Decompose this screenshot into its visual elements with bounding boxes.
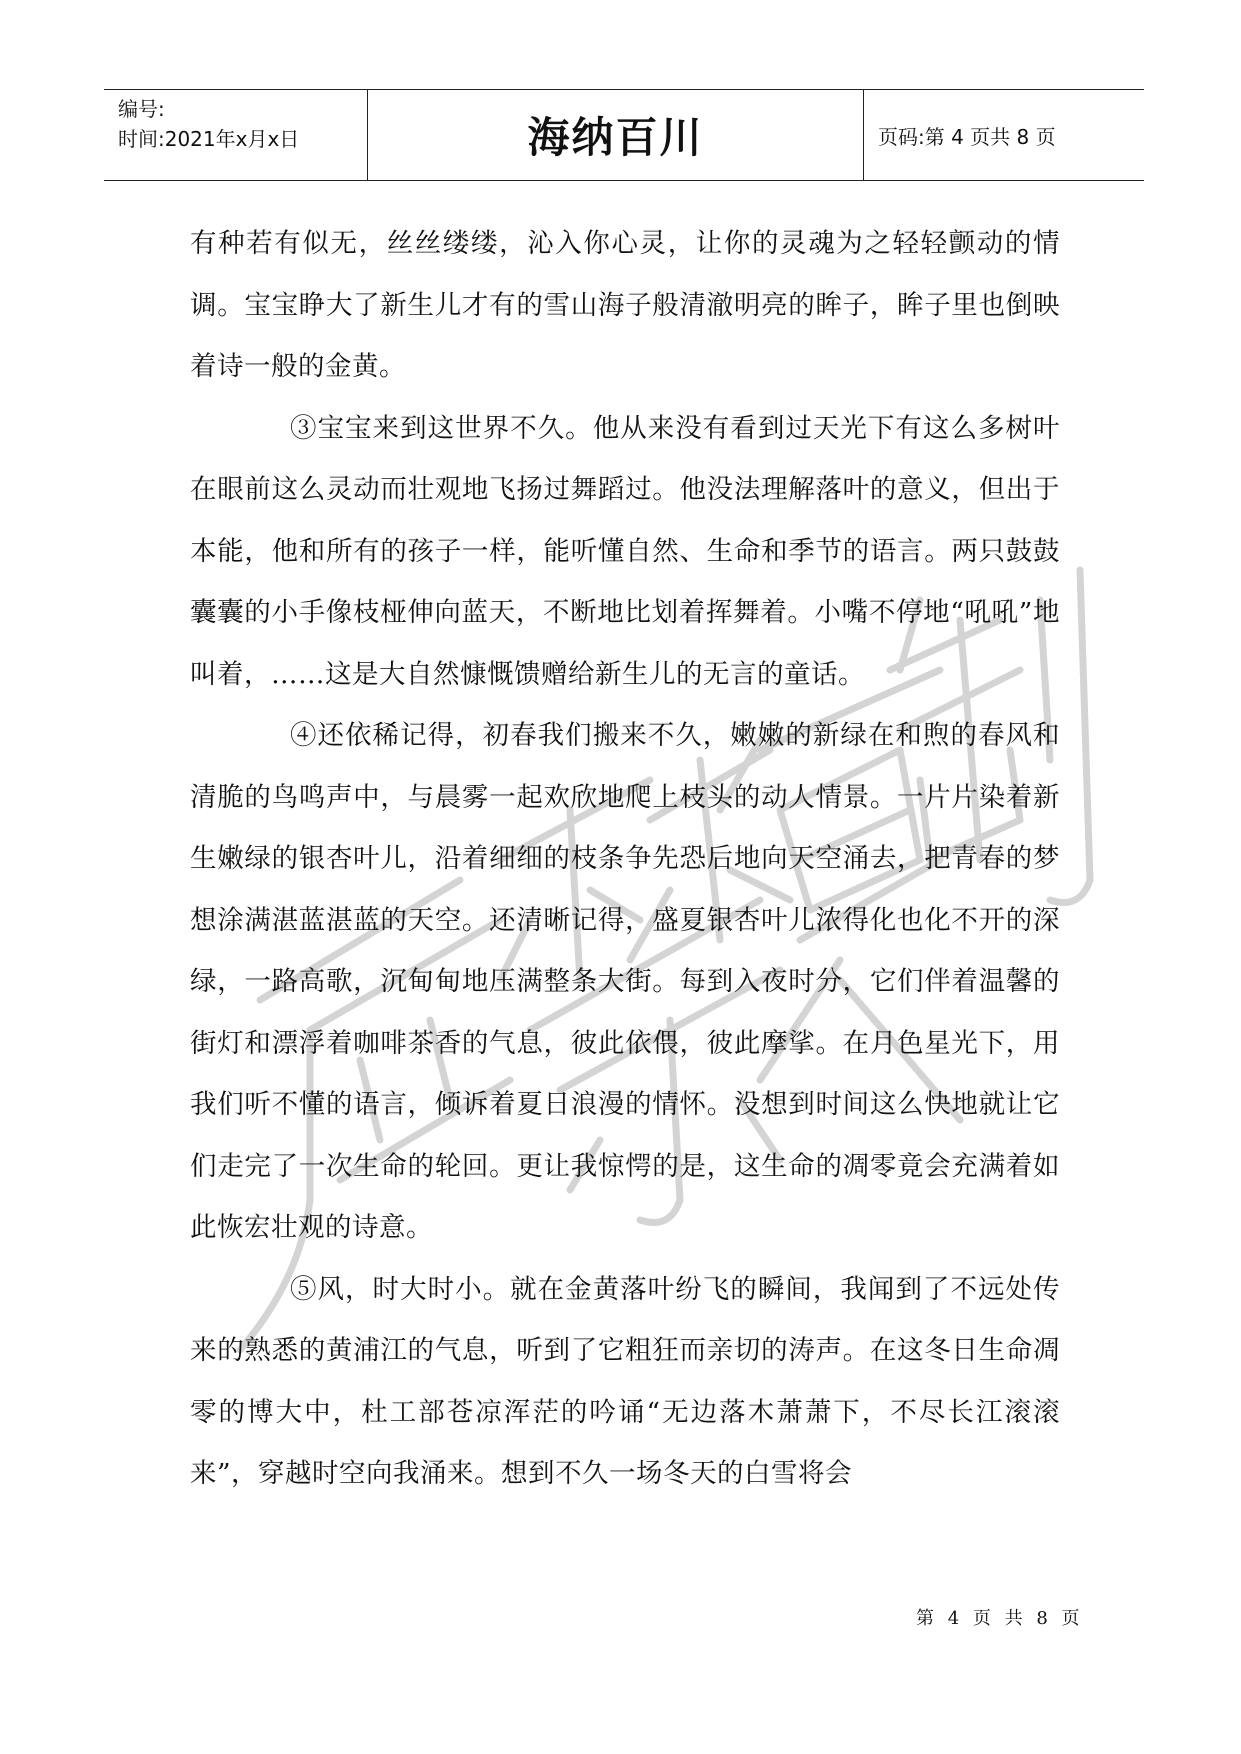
document-body xyxy=(190,213,1060,1505)
document-title: 海纳百川 xyxy=(527,113,704,162)
header-meta-cell xyxy=(104,90,368,180)
paragraph: ③宝宝来到这世界不久。他从来没有看到过天光下有这么多树叶在眼前这么灵动而壮观地飞扬过舞蹈过。他没法理解落叶的意义，但出于本能，他和所有的孩子一样，能听懂自然、生命和季节的语言。两只鼓鼓囊囊的小手像枝桠伸向蓝天，不断地比划着挥舞着。小嘴不停地“吼吼”地叫着，……这是大自然慷慨馈赠给新生儿的无言的童话。 xyxy=(190,412,1060,690)
page-label: 页码:第 4 页共 8 页 xyxy=(878,124,1056,149)
document-header xyxy=(104,89,1144,181)
header-title-cell xyxy=(368,90,864,180)
paragraph: ④还依稀记得，初春我们搬来不久，嫩嫩的新绿在和煦的春风和清脆的鸟鸣声中，与晨雾一起欢欣地爬上枝头的动人情景。一片片染着新生嫩绿的银杏叶儿，沿着细细的枝条争先恐后地向天空涌去，把青春的梦想涂满湛蓝湛蓝的天空。还清晰记得，盛夏银杏叶儿浓得化也化不开的深绿，一路高歌，沉甸甸地压满整条大街。每到入夜时分，它们伴着温馨的街灯和漂浮着咖啡茶香的气息，彼此依偎，彼此摩挲。在月色星光下，用我们听不懂的语言，倾诉着夏日浪漫的情怀。没想到时间这么快地就让它们走完了一次生命的轮回。更让我惊愕的是，这生命的凋零竟会充满着如此恢宏壮观的诗意。 xyxy=(190,720,1060,1243)
time-label: 时间:2021年x月x日 xyxy=(118,127,300,151)
paragraph: ⑤风，时大时小。就在金黄落叶纷飞的瞬间，我闻到了不远处传来的熟悉的黄浦江的气息，听到了它粗狂而亲切的涛声。在这冬日生命凋零的博大中，杜工部苍凉浑茫的吟诵“无边落木萧萧下，不尽长江滚滚来”，穿越时空向我涌来。想到不久一场冬天的白雪将会 xyxy=(190,1273,1060,1489)
paragraph: 有种若有似无，丝丝缕缕，沁入你心灵，让你的灵魂为之轻轻颤动的情调。宝宝睁大了新生儿才有的雪山海子般清澈明亮的眸子，眸子里也倒映着诗一般的金黄。 xyxy=(190,228,1060,382)
page-footer: 第 4 页 共 8 页 xyxy=(916,1608,1084,1629)
header-page-cell xyxy=(864,90,1144,180)
code-label: 编号: xyxy=(118,97,165,121)
